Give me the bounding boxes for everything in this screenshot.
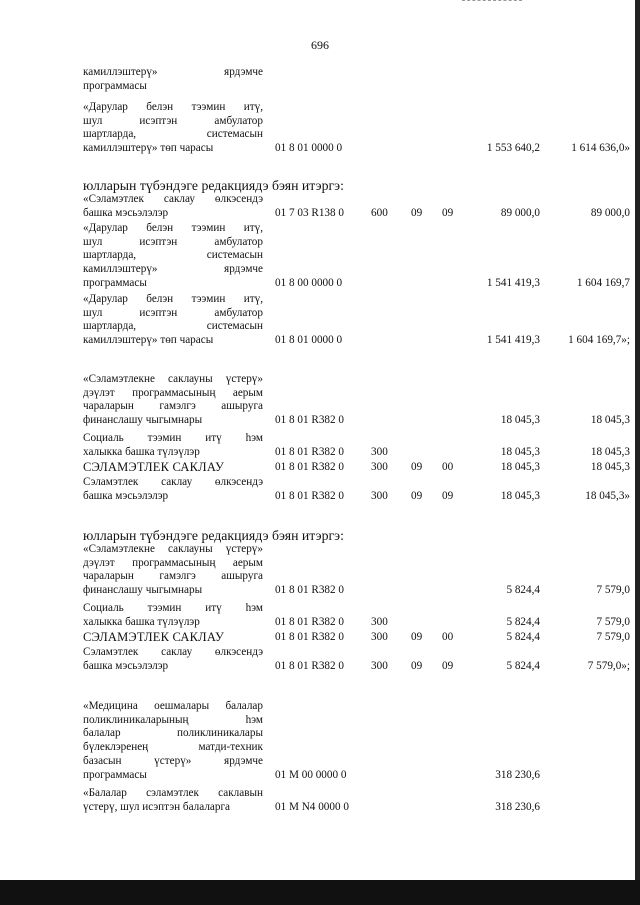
row-name-line: дэүлэт программасының аерым <box>83 556 263 569</box>
section-cell: 09 <box>411 631 423 643</box>
scan-edge-mark <box>462 0 522 2</box>
row-name-line: камиллэштерү» ярдэмче <box>83 263 263 276</box>
expense-type-cell: 300 <box>371 631 388 643</box>
row-name <box>83 602 263 629</box>
row-name-line: Социаль тээмин итү hэм <box>83 432 263 444</box>
row-name-line: халыкка башка түлэүлэр <box>83 615 200 628</box>
amount-2019-cell: 1 614 636,0» <box>571 142 630 155</box>
row-name-line: башка мэсьэлэлэр <box>83 489 169 502</box>
code-cell: 01 М 00 0000 0 <box>275 768 347 781</box>
amount-2019-cell: 7 579,0 <box>596 615 630 628</box>
row-name-line: финанслашу чыгымнары <box>83 414 203 427</box>
code-cell: 01 7 03 R138 0 <box>275 206 344 219</box>
row-name-line: «Сэламэтлек саклау өлкэсендэ <box>83 193 263 205</box>
subsection-cell: 00 <box>442 461 454 473</box>
amount-2019-cell: 7 579,0 <box>596 584 630 597</box>
code-cell: 01 М N4 0000 0 <box>275 800 349 813</box>
code-cell: 01 8 01 R382 0 <box>275 659 344 672</box>
row-name-line: чараларын гамэлгэ ашыруга <box>83 400 263 413</box>
subsection-cell: 00 <box>442 631 454 643</box>
row-name-line: камиллэштерү» төп чарасы <box>83 334 214 347</box>
amount-2019-cell: 7 579,0»; <box>587 659 630 672</box>
row-name-line: «Дарулар белэн тээмин итү, <box>83 293 263 305</box>
row-name <box>83 101 263 156</box>
code-cell: 01 8 01 R382 0 <box>275 445 344 458</box>
row-name-line: Сэламэтлек саклау өлкэсендэ <box>83 646 263 658</box>
row-name-line: «Медицина оешмалары балалар <box>83 700 263 712</box>
row-name-line: программасы <box>83 276 147 289</box>
row-name-line: камиллэштерү» төп чарасы <box>83 142 214 155</box>
page-number: 696 <box>311 38 329 52</box>
amount-2018-cell: 18 045,3 <box>500 445 540 458</box>
subsection-cell: 09 <box>442 659 454 672</box>
expense-type-cell: 300 <box>371 615 388 628</box>
row-name-line: камиллэштерү» ярдэмче <box>83 66 263 78</box>
row-name-line: халыкка башка түлэүлэр <box>83 445 200 458</box>
amount-2018-cell: 18 045,3 <box>500 489 540 502</box>
row-name-line: Социаль тээмин итү hэм <box>83 602 263 614</box>
amount-2018-cell: 5 824,4 <box>506 631 540 643</box>
section-heading: юлларын түбэндэге редакциядэ бэян итэргэ: <box>83 528 344 543</box>
row-name-line: чараларын гамэлгэ ашыруга <box>83 570 263 583</box>
row-name <box>83 646 263 673</box>
row-name-line: бүлеклэренең матди-техник <box>83 741 263 754</box>
row-name-line: «Балалар сэламэтлек саклавын <box>83 787 263 799</box>
code-cell: 01 8 01 R382 0 <box>275 489 344 502</box>
section-cell: 09 <box>411 206 423 219</box>
row-name-line: «Дарулар белэн тээмин итү, <box>83 222 263 234</box>
expense-type-cell: 300 <box>371 461 388 473</box>
amount-2019-cell: 1 604 169,7 <box>576 276 630 289</box>
section-cell: 09 <box>411 461 423 473</box>
amount-2018-cell: 18 045,3 <box>500 461 540 473</box>
subsection-cell: 09 <box>442 489 454 502</box>
code-cell: 01 8 01 R382 0 <box>275 584 344 597</box>
row-name-line: башка мэсьэлэлэр <box>83 206 169 219</box>
expense-type-cell: 600 <box>371 206 388 219</box>
section-heading: юлларын түбэндэге редакциядэ бэян итэргэ: <box>83 178 344 193</box>
row-name-line: программасы <box>83 768 147 781</box>
amount-2019-cell: 18 045,3 <box>590 414 630 427</box>
code-cell: 01 8 01 0000 0 <box>275 142 343 155</box>
row-name-line: финанслашу чыгымнары <box>83 584 203 597</box>
row-name <box>83 193 263 220</box>
section-cell: 09 <box>411 659 423 672</box>
row-name-line: СЭЛАМЭТЛЕК САКЛАУ <box>83 460 224 474</box>
row-name-line: программасы <box>83 79 147 92</box>
row-name <box>83 293 263 348</box>
row-name-line: шартларда, системасын <box>83 249 263 262</box>
scan-right-edge <box>635 0 640 905</box>
amount-2018-cell: 5 824,4 <box>506 615 540 628</box>
amount-2019-cell: 18 045,3 <box>590 445 630 458</box>
row-name-line: «Дарулар белэн тээмин итү, <box>83 101 263 113</box>
row-name <box>83 373 263 428</box>
amount-2018-cell: 5 824,4 <box>506 584 540 597</box>
row-name <box>83 476 263 503</box>
amount-2019-cell: 89 000,0 <box>590 206 630 219</box>
expense-type-cell: 300 <box>371 489 388 502</box>
row-name-line: шул исэптэн амбулатор <box>83 306 263 319</box>
amount-2018-cell: 318 230,6 <box>495 768 540 781</box>
amount-2019-cell: 1 604 169,7»; <box>568 334 630 347</box>
code-cell: 01 8 01 R382 0 <box>275 615 344 628</box>
scan-bottom-bar <box>0 880 640 905</box>
row-name-line: балалар поликлиникалары <box>83 727 263 740</box>
amount-2018-cell: 318 230,6 <box>495 800 540 813</box>
row-name <box>83 461 263 475</box>
row-name-line: шул исэптэн амбулатор <box>83 235 263 248</box>
amount-2019-cell: 18 045,3» <box>585 489 630 502</box>
row-name <box>83 432 263 459</box>
code-cell: 01 8 01 0000 0 <box>275 334 343 347</box>
row-name-line: башка мэсьэлэлэр <box>83 659 169 672</box>
expense-type-cell: 300 <box>371 659 388 672</box>
row-name-line: «Сэламэтлекне саклауны үстерү» <box>83 373 263 385</box>
amount-2018-cell: 5 824,4 <box>506 659 540 672</box>
row-name <box>83 700 263 782</box>
subsection-cell: 09 <box>442 206 454 219</box>
row-name <box>83 631 263 645</box>
amount-2018-cell: 1 541 419,3 <box>486 276 540 289</box>
row-name-line: шул исэптэн амбулатор <box>83 114 263 127</box>
row-name <box>83 543 263 598</box>
row-name-line: базасын үстерү» ярдэмче <box>83 754 263 767</box>
row-name-line: Сэламэтлек саклау өлкэсендэ <box>83 476 263 488</box>
section-cell: 09 <box>411 489 423 502</box>
row-name-line: «Сэламэтлекне саклауны үстерү» <box>83 543 263 555</box>
amount-2019-cell: 7 579,0 <box>596 631 630 643</box>
row-name-line: поликлиникаларының hэм <box>83 713 263 726</box>
amount-2018-cell: 1 553 640,2 <box>486 142 540 155</box>
row-name <box>83 66 263 93</box>
row-name <box>83 787 263 814</box>
row-name-line: шартларда, системасын <box>83 320 263 333</box>
amount-2018-cell: 1 541 419,3 <box>486 334 540 347</box>
amount-2018-cell: 18 045,3 <box>500 414 540 427</box>
row-name-line: үстерү, шул исэптэн балаларга <box>83 800 231 813</box>
code-cell: 01 8 00 0000 0 <box>275 276 343 289</box>
row-name <box>83 222 263 291</box>
amount-2018-cell: 89 000,0 <box>500 206 540 219</box>
code-cell: 01 8 01 R382 0 <box>275 414 344 427</box>
code-cell: 01 8 01 R382 0 <box>275 631 344 643</box>
row-name-line: дэүлэт программасының аерым <box>83 386 263 399</box>
row-name-line: шартларда, системасын <box>83 128 263 141</box>
amount-2019-cell: 18 045,3 <box>590 461 630 473</box>
row-name-line: СЭЛАМЭТЛЕК САКЛАУ <box>83 630 224 644</box>
code-cell: 01 8 01 R382 0 <box>275 461 344 473</box>
expense-type-cell: 300 <box>371 445 388 458</box>
